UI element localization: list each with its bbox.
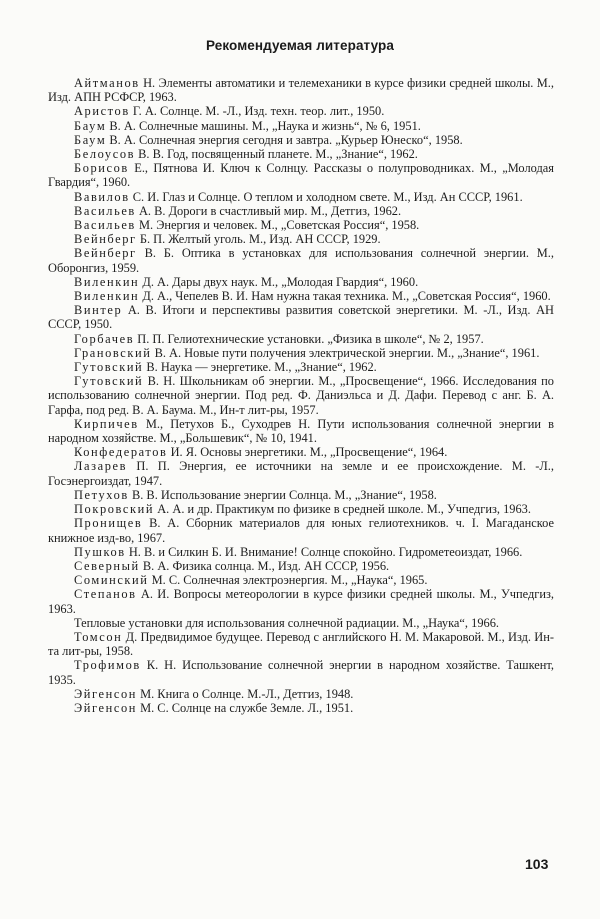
reference-entry: [48, 303, 554, 331]
reference-entry: [48, 190, 554, 204]
reference-author: Баум: [74, 118, 107, 133]
reference-author: Борисов: [74, 161, 129, 176]
reference-entry: [48, 630, 554, 658]
reference-author: Винтер: [74, 303, 123, 318]
reference-text: М. С. Солнечная электроэнергия. М., „Наука“, 1965.: [148, 573, 428, 588]
reference-author: Горбачев: [74, 331, 135, 346]
reference-entry: [48, 616, 554, 630]
reference-entry: [48, 658, 554, 686]
reference-entry: [48, 687, 554, 701]
reference-author: Кирпичев: [74, 416, 139, 431]
reference-author: Эйгенсон: [74, 700, 137, 715]
reference-text: Г. А. Солнце. М. -Л., Изд. техн. теор. лит., 1950.: [129, 104, 385, 119]
reference-text: В. Б. Оптика в установках для использования солнечной энергии. М., Оборонгиз, 1959.: [48, 246, 554, 275]
reference-author: Аристов: [74, 104, 130, 119]
reference-entry: [48, 417, 554, 445]
reference-author: Трофимов: [74, 658, 141, 673]
reference-entry: [48, 289, 554, 303]
reference-author: Васильев: [74, 218, 136, 233]
reference-list: [48, 76, 554, 715]
reference-author: Лазарев: [74, 459, 128, 474]
reference-text: П. П. Энергия, ее источники на земле и ее происхождение. М. -Л., Госэнергоиздат, 1947.: [48, 459, 554, 488]
reference-author: Гутовский: [74, 360, 144, 375]
reference-entry: [48, 104, 554, 118]
reference-text: В. А. Новые пути получения электрической энергии. М., „Знание“, 1961.: [151, 345, 540, 360]
reference-text: В. А. Солнечные машины. М., „Наука и жизнь“, № 6, 1951.: [106, 118, 421, 133]
reference-entry: [48, 275, 554, 289]
reference-author: Петухов: [74, 487, 129, 502]
reference-author: Васильев: [74, 203, 136, 218]
reference-entry: [48, 587, 554, 615]
reference-text: М., Петухов Б., Суходрев Н. Пути использования солнечной энергии в народном хозяйстве. М., „Большевик“, № 10, 1941.: [48, 416, 554, 446]
reference-entry: [48, 161, 554, 189]
reference-author: Виленкин: [74, 289, 140, 304]
reference-text: А. В. Итоги и перспективы развития советской энергетики. М. -Л., Изд. АН СССР, 1950.: [48, 303, 554, 332]
reference-text: М. Энергия и человек. М., „Советская Россия“, 1958.: [135, 218, 420, 233]
reference-entry: [48, 488, 554, 502]
reference-author: Соминский: [74, 573, 149, 588]
reference-author: Виленкин: [74, 274, 140, 289]
reference-entry: [48, 133, 554, 147]
reference-author: Вавилов: [74, 189, 130, 204]
reference-text: А. И. Вопросы метеорологии в курсе физики средней школы. М., Учпедгиз, 1963.: [48, 587, 554, 616]
reference-entry: [48, 232, 554, 246]
reference-text: В. А. Сборник материалов для юных гелиотехников. ч. I. Магаданское книжное изд-во, 1967.: [48, 516, 554, 545]
reference-author: Вейнберг: [74, 232, 137, 247]
reference-author: Эйгенсон: [74, 686, 137, 701]
reference-author: Конфедератов: [74, 445, 168, 460]
reference-entry: [48, 218, 554, 232]
reference-text: П. П. Гелиотехнические установки. „Физика в школе“, № 2, 1957.: [134, 331, 484, 346]
reference-entry: [48, 332, 554, 346]
reference-author: Пронищев: [74, 516, 143, 531]
reference-entry: [48, 147, 554, 161]
reference-text: В. В. Год, посвященный планете. М., „Знание“, 1962.: [135, 147, 418, 162]
reference-author: Гутовский: [74, 374, 144, 389]
reference-entry: [48, 246, 554, 274]
reference-author: Томсон: [74, 629, 123, 644]
reference-text: Н. В. и Силкин Б. И. Внимание! Солнце спокойно. Гидрометеоиздат, 1966.: [125, 544, 523, 559]
reference-author: Пушков: [74, 544, 126, 559]
reference-entry: [48, 119, 554, 133]
reference-text: К. Н. Использование солнечной энергии в народном хозяйстве. Ташкент, 1935.: [48, 658, 554, 687]
reference-text: Д. А. Дары двух наук. М., „Молодая Гвардия“, 1960.: [139, 274, 419, 289]
reference-author: Баум: [74, 132, 107, 147]
reference-text: Тепловые установки для использования солнечной радиации. М., „Наука“, 1966.: [74, 615, 500, 630]
reference-entry: [48, 516, 554, 544]
reference-entry: [48, 76, 554, 104]
reference-entry: [48, 545, 554, 559]
reference-author: Белоусов: [74, 147, 136, 162]
reference-entry: [48, 573, 554, 587]
page-title: Рекомендуемая литература: [206, 38, 394, 53]
reference-text: А. А. и др. Практикум по физике в средней школе. М., Учпедгиз, 1963.: [154, 502, 531, 517]
reference-text: В. А. Физика солнца. М., Изд. АН СССР, 1956.: [139, 558, 390, 573]
reference-entry: [48, 701, 554, 715]
reference-entry: [48, 502, 554, 516]
reference-text: Д. А., Чепелев В. И. Нам нужна такая техника. М., „Советская Россия“, 1960.: [139, 289, 551, 304]
reference-text: Б. П. Желтый уголь. М., Изд. АН СССР, 1929.: [136, 232, 381, 247]
reference-text: А. В. Дороги в счастливый мир. М., Детгиз, 1962.: [135, 203, 402, 218]
reference-text: М. Книга о Солнце. М.-Л., Детгиз, 1948.: [137, 686, 354, 701]
reference-entry: [48, 459, 554, 487]
reference-entry: [48, 360, 554, 374]
reference-entry: [48, 374, 554, 417]
page-number: 103: [525, 856, 549, 872]
reference-entry: [48, 559, 554, 573]
reference-text: С. И. Глаз и Солнце. О теплом и холодном свете. М., Изд. Ан СССР, 1961.: [129, 189, 523, 204]
reference-entry: [48, 445, 554, 459]
reference-text: Н. Элементы автоматики и телемеханики в курсе физики средней школы. М., Изд. АПН РСФСР, 1963.: [48, 76, 554, 105]
reference-text: В. Наука — энергетике. М., „Знание“, 1962.: [143, 360, 377, 375]
reference-text: Е., Пятнова И. Ключ к Солнцу. Рассказы о полупроводниках. М., „Молодая Гвардия“, 1960.: [48, 161, 554, 190]
reference-text: М. С. Солнце на службе Земле. Л., 1951.: [137, 700, 354, 715]
reference-entry: [48, 346, 554, 360]
reference-author: Покровский: [74, 502, 155, 517]
reference-text: Д. Предвидимое будущее. Перевод с английского Н. М. Макаровой. М., Изд. Ин-та лит-ры, 1958.: [48, 629, 554, 659]
reference-text: И. Я. Основы энергетики. М., „Просвещение“, 1964.: [167, 445, 448, 460]
reference-author: Айтманов: [74, 76, 140, 90]
reference-author: Степанов: [74, 587, 137, 602]
reference-text: В. А. Солнечная энергия сегодня и завтра. „Курьер Юнеско“, 1958.: [106, 132, 463, 147]
reference-text: В. В. Использование энергии Солнца. М., „Знание“, 1958.: [128, 487, 437, 502]
reference-author: Северный: [74, 558, 140, 573]
reference-author: Грановский: [74, 345, 152, 360]
reference-author: Вейнберг: [74, 246, 137, 261]
reference-text: В. Н. Школьникам об энергии. М., „Просвещение“, 1966. Исследования по использованию солнечной энергии. Под ред. Ф. Даниэльса и Д. Дафи. Перевод с анг. Б. А. Гарфа, под ред. В. А. Баума. М., Ин-т лит-ры, 1957.: [48, 374, 554, 417]
reference-entry: [48, 204, 554, 218]
